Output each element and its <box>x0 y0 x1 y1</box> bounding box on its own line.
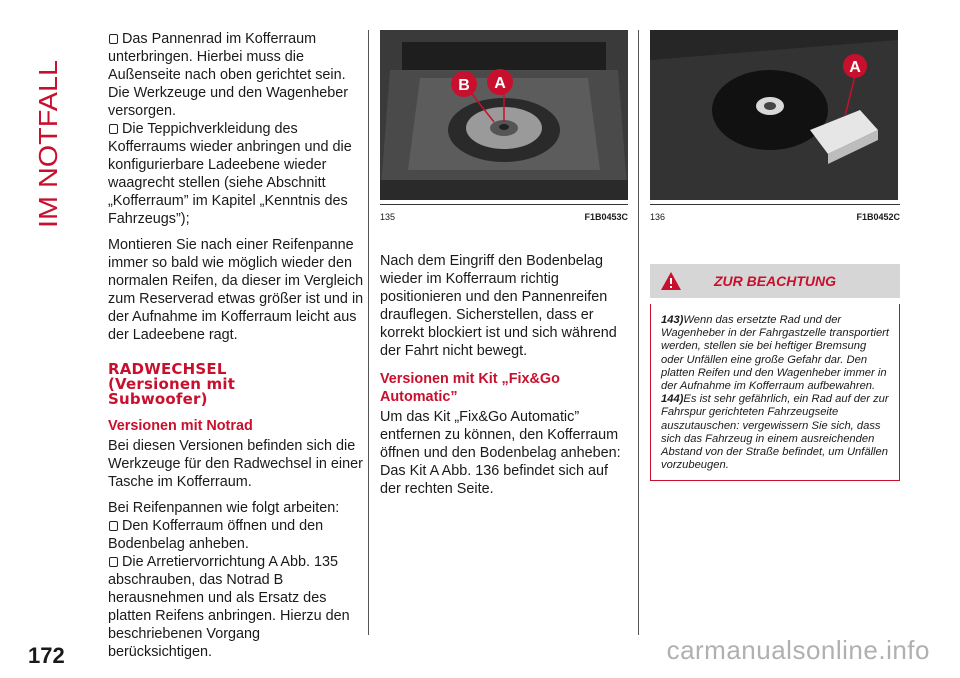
warning-note: 143)Wenn das ersetzte Rad und der Wagenheber in der Fahrgastzelle transportiert werden, stellen sie bei heftiger Bremsung oder Unfällen eine große Gefahr dar. Den platten Reifen und den Wagenheber immer in der Aufnahme im Kofferraum aufbewahren. <box>661 314 890 393</box>
figure-code: F1B0453C <box>584 212 628 222</box>
step-item <box>108 30 366 120</box>
column-left <box>108 30 366 669</box>
figure-136-fix-and-go-kit <box>650 30 898 200</box>
column-divider <box>368 30 369 635</box>
page-number: 172 <box>28 643 65 668</box>
subsection-heading: Versionen mit Notrad <box>108 418 253 434</box>
column-right <box>650 30 900 481</box>
section-heading: RADWECHSEL (Versionen mit Subwoofer) <box>108 360 236 408</box>
paragraph: Bei diesen Versionen befinden sich die Werkzeuge für den Radwechsel in einer Tasche im Kofferraum. <box>108 438 363 490</box>
checkbox-icon <box>109 34 118 44</box>
checkbox-icon <box>109 557 118 567</box>
step-text: Die Teppichverkleidung des Kofferraums wieder anbringen und die konfigurierbare Ladeebene wieder waagrecht stellen (siehe Abschnitt „Kofferraum” im Kapitel „Kenntnis des Fahrzeugs”); <box>108 121 352 227</box>
figure-code: F1B0452C <box>856 212 900 222</box>
svg-text:IM NOTFALL: IM NOTFALL <box>33 76 63 228</box>
figure-number: 135 <box>380 212 396 222</box>
paragraph: Nach dem Eingriff den Bodenbelag wieder im Kofferraum richtig positionieren und den Pannenreifen drauflegen. Sicherstellen, dass er korrekt blockiert ist und sich während der Fahrt nicht bewegt. <box>380 253 617 359</box>
warning-body <box>650 304 900 481</box>
warning-title: ZUR BEACHTUNG <box>713 273 837 289</box>
checkbox-icon <box>109 124 118 134</box>
paragraph: Um das Kit „Fix&Go Automatic” entfernen zu können, den Kofferraum öffnen und den Bodenbelag anheben: Das Kit A Abb. 136 befindet sich auf der rechten Seite. <box>380 409 621 497</box>
step-item <box>108 120 366 228</box>
figure-caption <box>380 204 628 226</box>
figure-caption <box>650 204 900 226</box>
step-text: Das Pannenrad im Kofferraum unterbringen. Hierbei muss die Außenseite nach oben gerichtet sein. Die Werkzeuge und den Wagenheber versorgen. <box>108 31 348 119</box>
watermark: carmanualsonline.info <box>666 635 930 665</box>
paragraph: Montieren Sie nach einer Reifenpanne immer so bald wie möglich wieder den normalen Reifen, da dieser im Vergleich zum Reserverad etwas größer ist und in der Aufnahme im Kofferraum leicht aus der Ladeebene ragt. <box>108 237 364 343</box>
column-middle <box>380 30 628 506</box>
figure-number: 136 <box>650 212 666 222</box>
subsection-heading: Versionen mit Kit „Fix&Go Automatic” <box>380 371 560 405</box>
step-text: Den Kofferraum öffnen und den Bodenbelag anheben. <box>108 518 324 552</box>
step-text: Die Arretiervorrichtung A Abb. 135 abschrauben, das Notrad B herausnehmen und als Ersatz des platten Reifens anbringen. Hierzu den beschriebenen Vorgang berücksichtigen. <box>108 554 350 660</box>
checkbox-icon <box>109 521 118 531</box>
step-item <box>108 517 366 553</box>
section-title <box>24 30 64 230</box>
warning-note: 144)Es ist sehr gefährlich, ein Rad auf der zur Fahrspur gerichteten Fahrzeugseite auszutauschen: vergewissern Sie sich, dass sich das Fahrzeug in einem ausreichenden Abstand von der Straße befindet, um Unfällen vorzubeugen. <box>661 393 889 472</box>
column-divider <box>638 30 639 635</box>
step-item <box>108 553 366 661</box>
warning-box <box>650 264 900 481</box>
warning-header <box>650 264 900 298</box>
figure-135-trunk-spare-wheel <box>380 30 628 200</box>
paragraph: Bei Reifenpannen wie folgt arbeiten: <box>108 500 340 516</box>
label-b: B <box>458 77 470 94</box>
label-a: A <box>849 59 861 76</box>
label-a: A <box>494 75 506 92</box>
warning-triangle-icon <box>660 271 682 291</box>
